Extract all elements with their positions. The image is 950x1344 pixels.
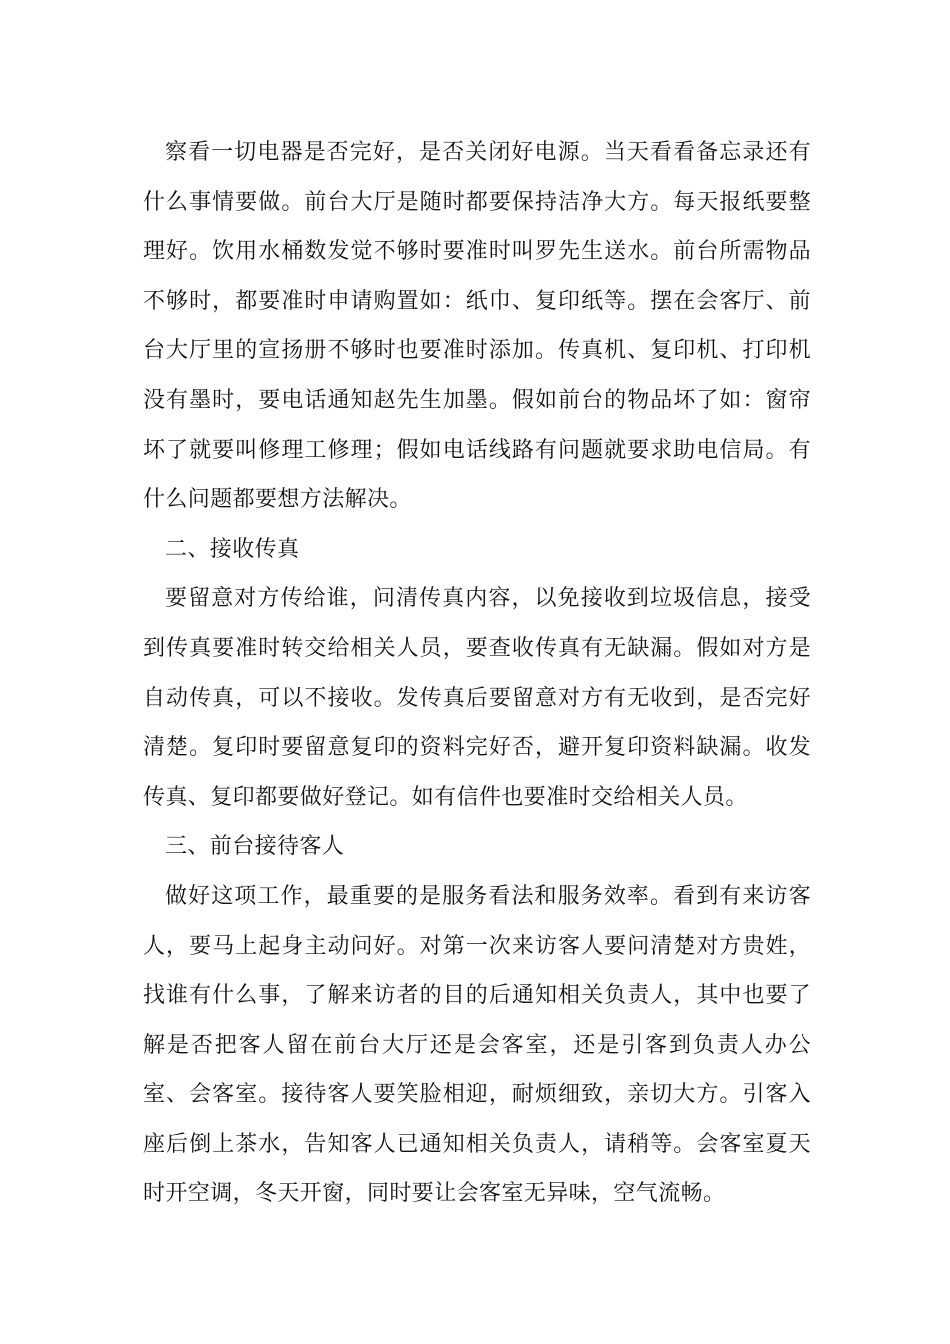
paragraph-receive-fax: 要留意对方传给谁，问清传真内容，以免接收到垃圾信息，接受到传真要准时转交给相关人员，要查收传真有无缺漏。假如对方是自动传真，可以不接收。发传真后要留意对方有无收到，是否完好清楚。复印时要留意复印的资料完好否，避开复印资料缺漏。收发传真、复印都要做好登记。如有信件也要准时交给相关人员。 [143,586,811,810]
document-body [143,128,811,1219]
section-heading-reception: 三、前台接待客人 [165,834,345,860]
section-heading-receive-fax: 二、接收传真 [165,536,300,562]
paragraph-front-desk-maintenance: 察看一切电器是否完好，是否关闭好电源。当天看看备忘录还有什么事情要做。前台大厅是随时都要保持洁净大方。每天报纸要整理好。饮用水桶数发觉不够时要准时叫罗先生送水。前台所需物品不够时，都要准时申请购置如：纸巾、复印纸等。摆在会客厅、前台大厅里的宣扬册不够时也要准时添加。传真机、复印机、打印机没有墨时，要电话通知赵先生加墨。假如前台的物品坏了如：窗帘坏了就要叫修理工修理；假如电话线路有问题就要求助电信局。有什么问题都要想方法解决。 [143,140,811,513]
paragraph-reception: 做好这项工作，最重要的是服务看法和服务效率。看到有来访客人，要马上起身主动问好。对第一次来访客人要问清楚对方贵姓，找谁有什么事，了解来访者的目的后通知相关负责人，其中也要了解是否把客人留在前台大厅还是会客室，还是引客到负责人办公室、会客室。接待客人要笑脸相迎，耐烦细致，亲切大方。引客入座后倒上茶水，告知客人已通知相关负责人，请稍等。会客室夏天时开空调，冬天开窗，同时要让会客室无异味，空气流畅。 [143,883,811,1207]
